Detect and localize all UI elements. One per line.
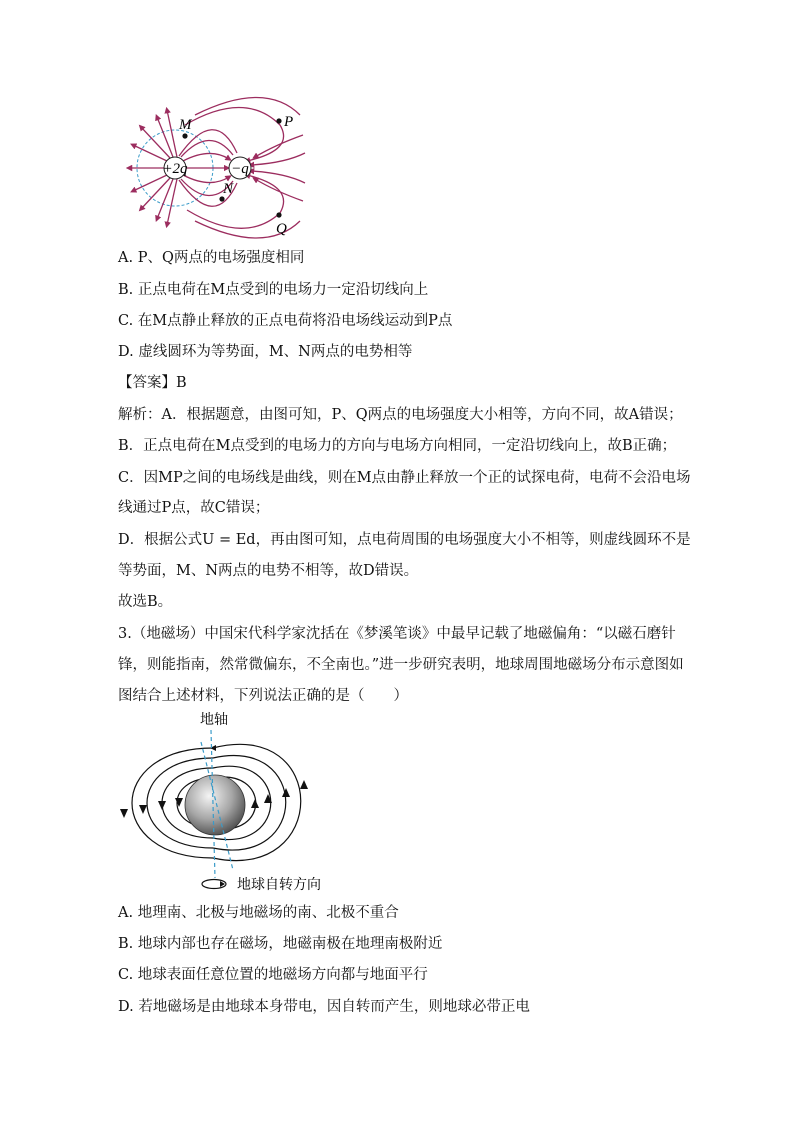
rotation-label: 地球自转方向: [237, 877, 321, 893]
q3-option-d: D. 若地磁场是由地球本身带电，因自转而产生，则地球必带正电: [118, 999, 530, 1015]
q2-analysis-line-6: 等势面，M、N两点的电势不相等，故D错误。: [118, 563, 419, 579]
q2-answer: 【答案】B: [118, 375, 187, 391]
electric-field-figure: [115, 95, 315, 240]
axis-label: 地轴: [200, 712, 228, 728]
q3-stem-line-2: 锋，则能指南，然常微偏东，不全南也。”进一步研究表明，地球周围地磁场分布示意图如: [118, 657, 684, 673]
q2-analysis-line-1: 解析：A．根据题意，由图可知，P、Q两点的电场强度大小相等，方向不同，故A错误；: [118, 407, 683, 423]
point-P: [276, 118, 281, 123]
q2-analysis-line-3: C．因MP之间的电场线是曲线，则在M点由静止释放一个正的试探电荷，电荷不会沿电场: [118, 470, 691, 486]
q3-stem-line-1: 3.（地磁场）中国宋代科学家沈括在《梦溪笔谈》中最早记载了地磁偏角：“以磁石磨针: [118, 626, 676, 642]
q2-analysis-line-4: 线通过P点，故C错误；: [118, 500, 270, 516]
q3-option-a: A. 地理南、北极与地磁场的南、北极不重合: [118, 905, 399, 921]
point-N: [219, 196, 224, 201]
q2-option-d: D. 虚线圆环为等势面，M、N两点的电势相等: [118, 344, 413, 360]
q3-stem-line-3: 图结合上述材料，下列说法正确的是（ ）: [118, 688, 408, 704]
q2-option-c: C. 在M点静止释放的正点电荷将沿电场线运动到P点: [118, 313, 453, 329]
q2-analysis-line-2: B．正点电荷在M点受到的电场力的方向与电场方向相同，一定沿切线向上，故B正确；: [118, 438, 677, 454]
q2-option-b: B. 正点电荷在M点受到的电场力一定沿切线向上: [118, 282, 429, 298]
label-N: N: [223, 181, 234, 197]
geomagnetic-field-figure: [115, 708, 345, 900]
earth: [185, 775, 245, 835]
point-M: [182, 133, 187, 138]
point-Q: [276, 212, 281, 217]
q3-option-b: B. 地球内部也存在磁场，地磁南极在地理南极附近: [118, 936, 443, 952]
q2-option-a: A. P、Q两点的电场强度相同: [118, 250, 305, 266]
positive-charge-label: +2q: [162, 161, 188, 177]
q2-analysis-line-5: D．根据公式U = Ed，再由图可知，点电荷周围的电场强度大小不相等，则虚线圆环不是: [118, 532, 691, 548]
label-M: M: [179, 117, 192, 133]
label-P: P: [284, 114, 294, 130]
negative-charge-label: −q: [231, 161, 249, 177]
label-Q: Q: [276, 221, 287, 237]
q2-conclusion: 故选B。: [118, 594, 173, 610]
q3-option-c: C. 地球表面任意位置的地磁场方向都与地面平行: [118, 967, 428, 983]
